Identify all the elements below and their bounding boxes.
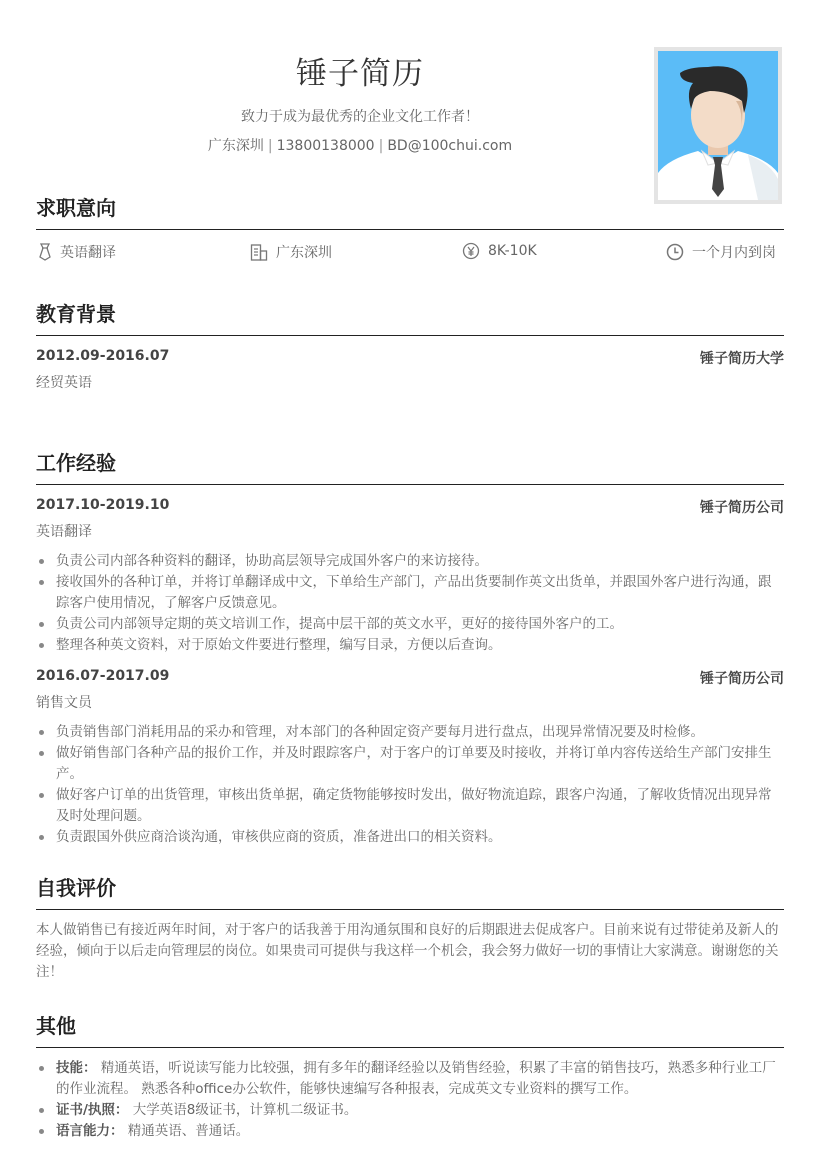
section-job-intent [36,193,784,270]
list-item: 做好销售部门各种产品的报价工作，并及时跟踪客户，对于客户的订单要及时接收，并将订单内容传送给生产部门安排生产。 [36,743,784,785]
section-title: 教育背景 [36,302,116,326]
avatar-illustration-icon [658,51,778,200]
work-entry [36,497,784,656]
list-item: 做好客户订单的出货管理，审核出货单据，确定货物能够按时发出，做好物流追踪，跟客户沟通，了解收货情况出现异常及时处理问题。 [36,785,784,827]
location: 广东深圳 [207,138,264,154]
list-item: 负责销售部门消耗用品的采办和管理，对本部门的各种固定资产要每月进行盘点，出现异常情况要及时检修。 [36,722,784,743]
separator: | [378,138,384,154]
intent-salary: 8K-10K [462,242,537,260]
section-self-evaluation [36,873,784,983]
tie-icon [38,243,52,261]
section-education [36,299,784,392]
list-item: 负责公司内部各种资料的翻译，协助高层领导完成国外客户的来访接待。 [36,551,784,572]
clock-icon [666,243,684,261]
section-divider [36,484,784,485]
education-major: 经贸英语 [36,375,92,391]
work-entry-header [36,668,784,688]
work-date: 2016.07-2017.09 [36,668,170,684]
education-entry-header [36,348,784,368]
intent-availability: 一个月内到岗 [666,242,776,262]
section-title: 其他 [36,1014,76,1038]
slogan: 致力于成为最优秀的企业文化工作者！ [241,109,479,125]
phone: 13800138000 [276,138,375,154]
education-school: 锤子简历大学 [700,351,784,367]
yen-icon [462,242,480,260]
item-label: 技能： [56,1060,97,1076]
email: BD@100chui.com [387,138,513,154]
list-item [36,1121,784,1142]
item-text: 精通英语，听说读写能力比较强，拥有多年的翻译经验以及销售经验，积累了丰富的销售技巧，熟悉多种行业工厂的作业流程。 熟悉各种office办公软件，能够快速编写各种报表，完成英文专业资料的撰写工作。 [56,1060,776,1097]
section-title: 自我评价 [36,876,116,900]
item-text: 大学英语8级证书，计算机二级证书。 [132,1102,358,1118]
list-item: 整理各种英文资料，对于原始文件要进行整理，编写目录，方便以后查询。 [36,635,784,656]
work-role: 英语翻译 [36,524,92,540]
section-divider [36,909,784,910]
building-icon [250,243,268,261]
section-work-experience [36,448,784,848]
work-entry-header [36,497,784,517]
work-date: 2017.10-2019.10 [36,497,170,513]
other-list [36,1058,784,1142]
work-entry [36,668,784,848]
list-item: 负责公司内部领导定期的英文培训工作，提高中层干部的英文水平，更好的接待国外客户的工。 [36,614,784,635]
list-item: 接收国外的各种订单，并将订单翻译成中文，下单给生产部门，产品出货要制作英文出货单，并跟国外客户进行沟通，跟踪客户使用情况，了解客户反馈意见。 [36,572,784,614]
intent-position: 英语翻译 [38,242,116,262]
section-title: 工作经验 [36,451,116,475]
section-title: 求职意向 [36,196,116,220]
item-label: 证书/执照： [56,1102,129,1118]
resume-header [0,0,820,200]
education-date: 2012.09-2016.07 [36,348,170,364]
self-evaluation-text: 本人做销售已有接近两年时间，对于客户的话我善于用沟通氛围和良好的后期跟进去促成客户。目前来说有过带徒弟及新人的经验，倾向于以后走向管理层的岗位。如果贵司可提供与我这样一个机会，我会努力做好一切的事情让大家满意。谢谢您的关注！ [36,922,779,980]
section-other [36,1011,784,1142]
work-company: 锤子简历公司 [700,500,784,516]
list-item [36,1058,784,1100]
list-item: 负责跟国外供应商洽谈沟通，审核供应商的资质，准备进出口的相关资料。 [36,827,784,848]
list-item [36,1100,784,1121]
item-text: 精通英语、普通话。 [127,1123,250,1139]
work-duties [36,722,784,848]
work-role: 销售文员 [36,695,92,711]
candidate-name: 锤子简历 [296,56,424,92]
item-label: 语言能力： [56,1123,124,1139]
separator: | [267,138,273,154]
avatar [654,47,782,204]
work-company: 锤子简历公司 [700,671,784,687]
section-divider [36,1047,784,1048]
work-duties [36,551,784,656]
contact-line [150,135,570,155]
section-divider [36,335,784,336]
intent-location: 广东深圳 [250,242,332,262]
